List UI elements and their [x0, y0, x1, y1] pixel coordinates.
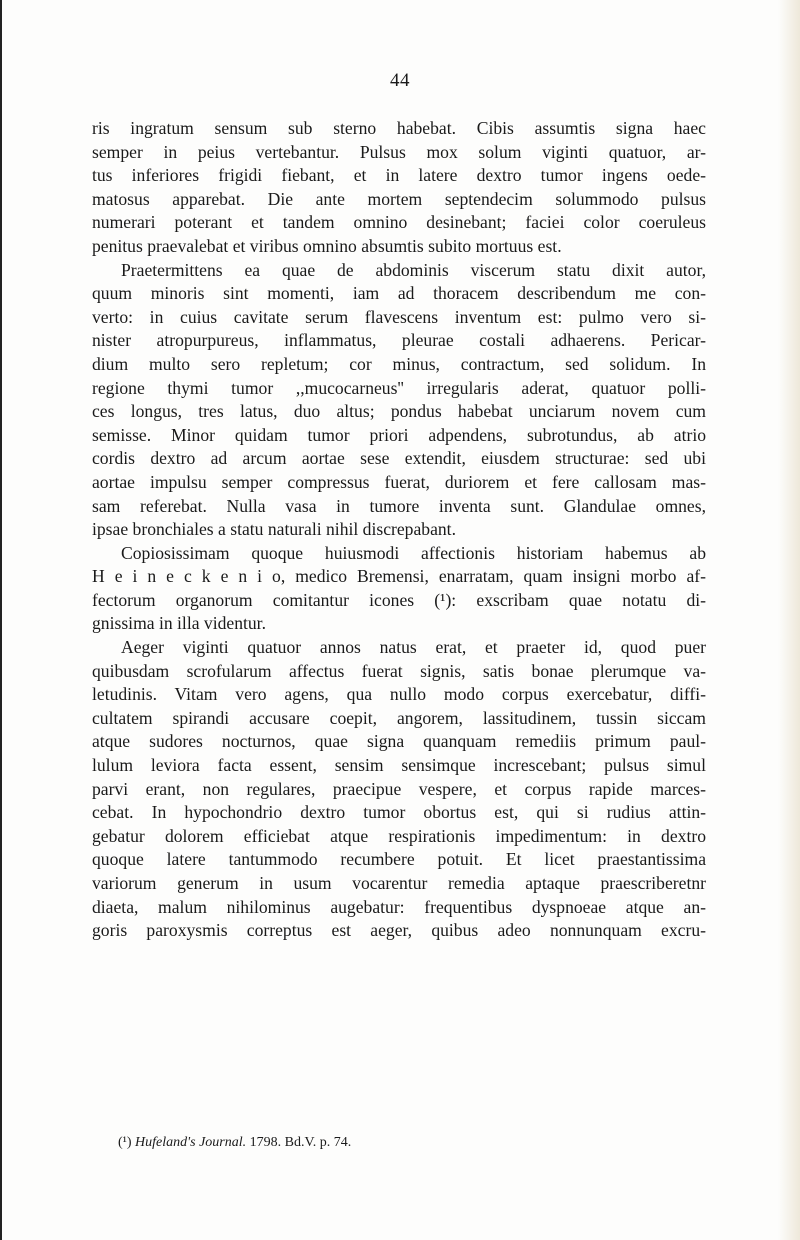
text-line: cordis dextro ad arcum aortae sese extendit, eiusdem structurae: sed ubi: [92, 448, 706, 469]
text-line: quum minoris sint momenti, iam ad thoracem describendum me con-: [92, 283, 706, 304]
footnote: [118, 1134, 706, 1152]
text-line: parvi erant, non regulares, praecipue vespere, et corpus rapide marces-: [92, 778, 706, 799]
text-line: quoque latere tantummodo recumbere potuit. Et licet praestantissima: [92, 849, 706, 870]
text-line: atque sudores nocturnos, quae signa quanquam remediis primum paul-: [92, 731, 706, 752]
text-line: gnissima in illa videntur.: [92, 613, 266, 634]
text-line: numerari poterant et tandem omnino desinebant; faciei color coeruleus: [92, 212, 706, 233]
text-line: sam referebat. Nulla vasa in tumore inventa sunt. Glandulae omnes,: [92, 495, 706, 516]
text-line: goris paroxysmis correptus est aeger, quibus adeo nonnunquam excru-: [92, 920, 706, 941]
text-line: verto: in cuius cavitate serum flavescens inventum est: pulmo vero si-: [92, 306, 706, 327]
text-line: ris ingratum sensum sub sterno habebat. Cibis assumtis signa haec: [92, 118, 706, 138]
footnote-citation: 1798. Bd.V. p. 74.: [249, 1135, 352, 1150]
text-line: H e i n e c k e n i o, medico Bremensi, enarratam, quam insigni morbo af-: [92, 566, 706, 587]
text-line: fectorum organorum comitantur icones (¹): exscribam quae notatu di-: [92, 589, 706, 610]
text-line: Copiosissimam quoque huiusmodi affectionis historiam habemus ab: [121, 542, 706, 563]
text-line: semisse. Minor quidam tumor priori adpendens, subrotundus, ab atrio: [92, 424, 706, 445]
text-line: cultatem spirandi accusare coepit, angorem, lassitudinem, tussin siccam: [92, 707, 706, 728]
text-line: ces longus, tres latus, duo altus; pondus habebat unciarum novem cum: [92, 401, 706, 422]
text-line: gebatur dolorem efficiebat atque respirationis impedimentum: in dextro: [92, 825, 706, 846]
text-line: regione thymi tumor ,,mucocarneus'' irregularis aderat, quatuor polli-: [92, 377, 706, 398]
text-line: Praetermittens ea quae de abdominis viscerum statu dixit autor,: [121, 259, 706, 280]
text-line: matosus apparebat. Die ante mortem septendecim solummodo pulsus: [92, 188, 706, 209]
text-line: variorum generum in usum vocarentur remedia aptaque praescriberetnr: [92, 873, 706, 893]
footnote-marker: (¹): [118, 1135, 132, 1150]
text-line: letudinis. Vitam vero agens, qua nullo modo corpus exercebatur, diffi-: [92, 684, 706, 705]
text-line: ipsae bronchiales a statu naturali nihil discrepabant.: [92, 519, 456, 540]
text-line: tus inferiores frigidi fiebant, et in latere dextro tumor ingens oede-: [92, 165, 706, 186]
text-line: quibusdam scrofularum affectus fuerat signis, satis bonae plerumque va-: [92, 660, 706, 681]
page-number: 44: [390, 70, 410, 91]
text-line: semper in peius vertebantur. Pulsus mox solum viginti quatuor, ar-: [92, 141, 706, 162]
text-line: aortae impulsu semper compressus fuerat, duriorem et fere callosam mas-: [92, 471, 706, 492]
text-line: cebat. In hypochondrio dextro tumor obortus est, qui si rudius attin-: [92, 802, 706, 823]
text-line: dium multo sero repletum; cor minus, contractum, sed solidum. In: [92, 353, 706, 374]
text-line: penitus praevalebat et viribus omnino absumtis subito mortuus est.: [92, 235, 562, 256]
page-edge: [0, 0, 2, 1240]
text-line: Aeger viginti quatuor annos natus erat, et praeter id, quod puer: [121, 637, 706, 658]
body-text: [92, 117, 706, 943]
footnote-source: Hufeland's Journal.: [135, 1135, 247, 1150]
page-gutter-shadow: [778, 0, 800, 1240]
text-line: diaeta, malum nihilominus augebatur: frequentibus dyspnoeae atque an-: [92, 896, 706, 917]
text-line: nister atropurpureus, inflammatus, pleurae costali adhaerens. Pericar-: [92, 330, 706, 351]
text-line: lulum leviora facta essent, sensim sensimque increscebant; pulsus simul: [92, 755, 706, 776]
